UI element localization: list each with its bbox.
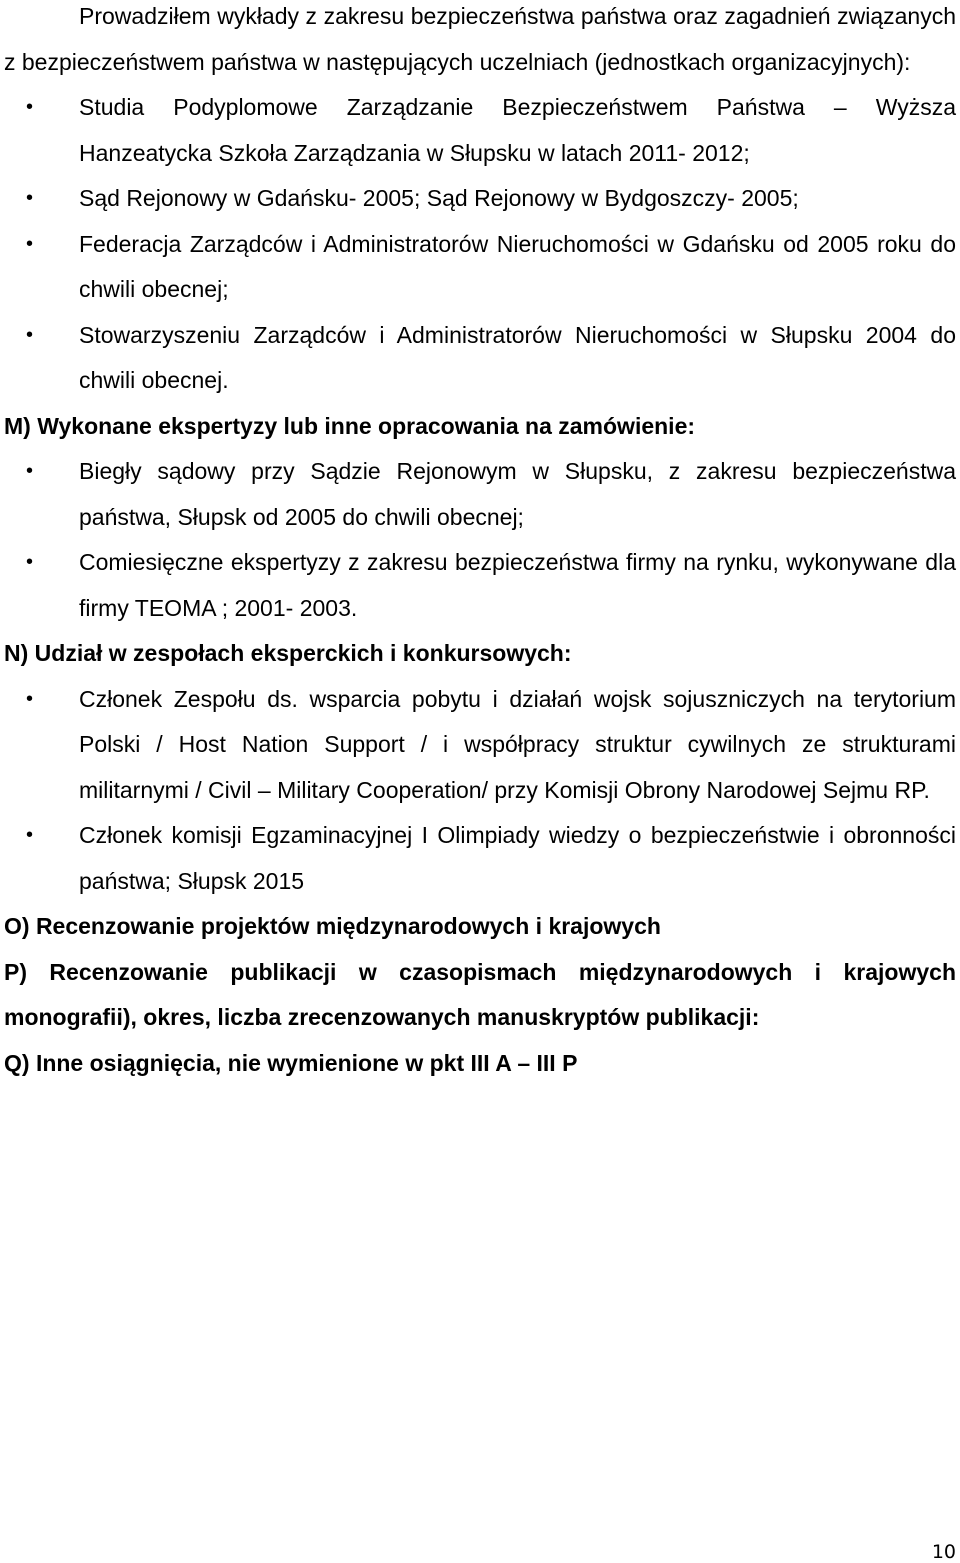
list-item	[4, 540, 956, 631]
page-number: 10	[931, 1541, 956, 1563]
section-m-heading: M) Wykonane ekspertyzy lub inne opracowania na zamówienie:	[4, 412, 696, 439]
intro-paragraph: Prowadziłem wykłady z zakresu bezpieczeństwa państwa oraz zagadnień związanych z bezpieczeństwem państwa w następujących uczelniach (jednostkach organizacyjnych):	[4, 3, 956, 75]
section-q-heading: Q) Inne osiągnięcia, nie wymienione w pkt III A – III P	[4, 1049, 578, 1076]
lecture-institutions-list	[4, 85, 956, 404]
list-item-text: Biegły sądowy przy Sądzie Rejonowym w Słupsku, z zakresu bezpieczeństwa państwa, Słupsk od 2005 do chwili obecnej;	[79, 458, 956, 530]
list-item	[4, 813, 956, 904]
list-item-text: Comiesięczne ekspertyzy z zakresu bezpieczeństwa firmy na rynku, wykonywane dla firmy TEOMA ; 2001- 2003.	[79, 549, 956, 621]
bullet-icon: •	[26, 323, 34, 346]
bullet-icon: •	[26, 232, 34, 255]
bullet-icon: •	[26, 687, 34, 710]
list-item	[4, 449, 956, 540]
bullet-icon: •	[26, 460, 34, 482]
list-item	[4, 313, 956, 404]
list-item	[4, 176, 956, 222]
bullet-icon: •	[26, 824, 34, 846]
document-body	[4, 0, 956, 1086]
section-p-heading: P) Recenzowanie publikacji w czasopismach międzynarodowych i krajowych monografii), okres, liczba zrecenzowanych manuskryptów publikacji:	[4, 958, 956, 1030]
list-item	[4, 222, 956, 313]
expert-teams-list	[4, 677, 956, 905]
bullet-icon: •	[26, 551, 34, 573]
section-n-heading: N) Udział w zespołach eksperckich i konkursowych:	[4, 640, 572, 666]
list-item-text: Członek Zespołu ds. wsparcia pobytu i działań wojsk sojuszniczych na terytorium Polski / Host Nation Support / i współpracy struktur cywilnych ze strukturami militarnymi / Civil – Military Cooperation/ przy Komisji Obrony Narodowej Sejmu RP.	[79, 685, 956, 803]
section-o-heading: O) Recenzowanie projektów międzynarodowych i krajowych	[4, 913, 661, 939]
list-item-text: Członek komisji Egzaminacyjnej I Olimpiady wiedzy o bezpieczeństwie i obronności państwa; Słupsk 2015	[79, 822, 956, 894]
list-item-text: Sąd Rejonowy w Gdańsku- 2005; Sąd Rejonowy w Bydgoszczy- 2005;	[79, 185, 799, 211]
list-item	[4, 85, 956, 176]
list-item	[4, 677, 956, 814]
list-item-text: Stowarzyszeniu Zarządców i Administratorów Nieruchomości w Słupsku 2004 do chwili obecnej.	[79, 321, 956, 393]
bullet-icon: •	[26, 187, 34, 209]
bullet-icon: •	[26, 96, 34, 118]
list-item-text: Federacja Zarządców i Administratorów Nieruchomości w Gdańsku od 2005 roku do chwili obecnej;	[79, 230, 956, 302]
expertise-list	[4, 449, 956, 631]
list-item-text: Studia Podyplomowe Zarządzanie Bezpieczeństwem Państwa – Wyższa Hanzeatycka Szkoła Zarządzania w Słupsku w latach 2011- 2012;	[79, 94, 956, 166]
